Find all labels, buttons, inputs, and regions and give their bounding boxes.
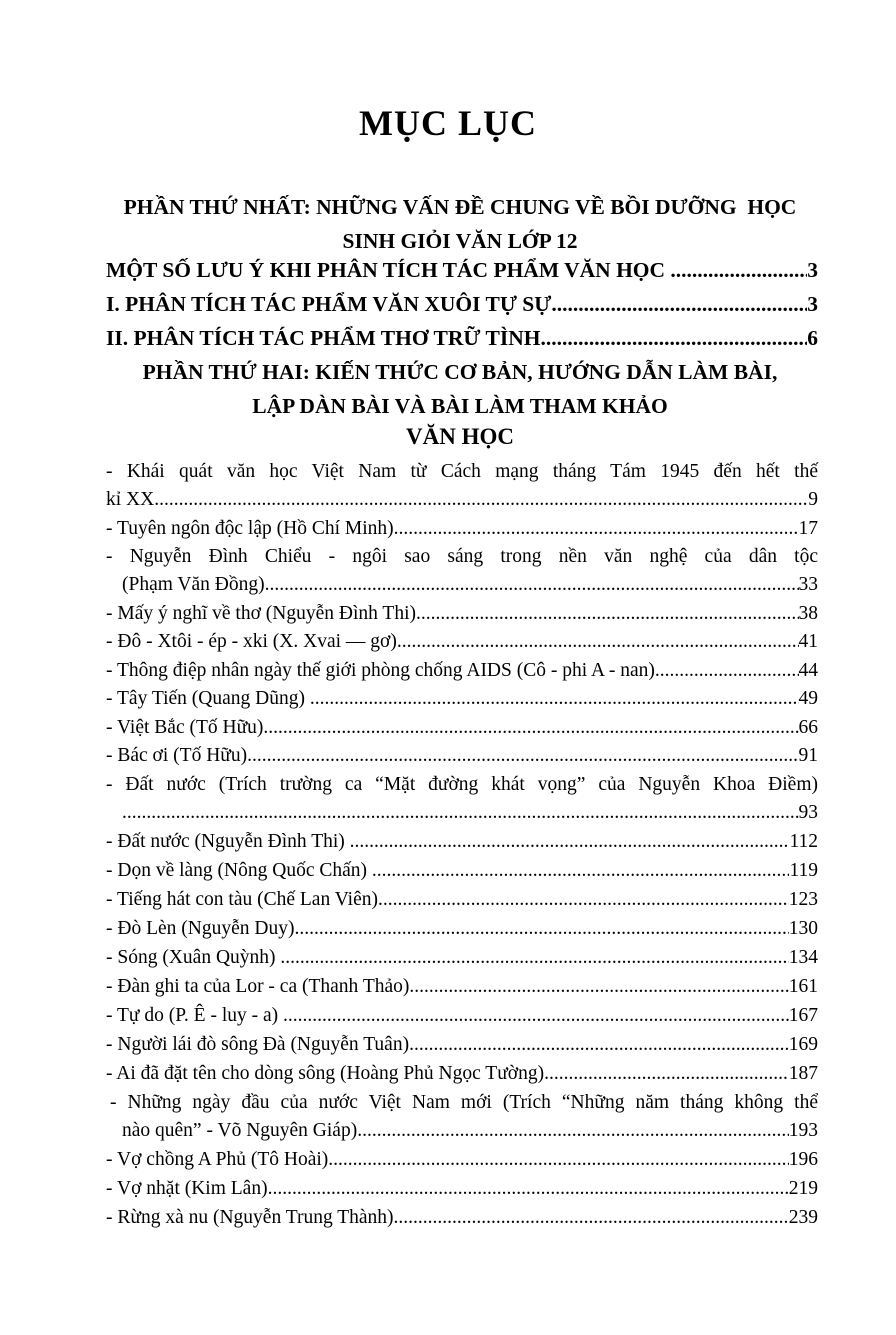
dot-leader xyxy=(670,254,807,286)
dot-leader xyxy=(416,600,799,628)
toc-entry-title: - Tuyên ngôn độc lập (Hồ Chí Minh) xyxy=(106,518,394,539)
dot-leader xyxy=(154,486,808,514)
dot-leader xyxy=(283,1002,789,1030)
part-one-heading-line1: PHẦN THỨ NHẤT: NHỮNG VẤN ĐỀ CHUNG VỀ BỒI DƯỠNG HỌC xyxy=(123,195,797,219)
toc-page-number: 9 xyxy=(808,489,818,510)
toc-entry-song[interactable] xyxy=(106,944,818,972)
toc-entry-ai-da-dat-ten[interactable] xyxy=(106,1060,818,1088)
part-one-heading xyxy=(100,190,820,258)
toc-entry-title: - Rừng xà nu (Nguyễn Trung Thành) xyxy=(106,1207,394,1228)
page-title: MỤC LỤC xyxy=(359,103,537,143)
toc-entry-tu-do[interactable] xyxy=(106,1002,818,1030)
toc-entry-rung-xa-nu[interactable] xyxy=(106,1204,818,1232)
toc-page-number: 167 xyxy=(788,1005,818,1026)
toc-entry-title: - Tự do (P. Ê - luy - a) xyxy=(106,1005,284,1026)
toc-entry-vo-chong-a-phu[interactable] xyxy=(106,1146,818,1174)
toc-page-number: 134 xyxy=(788,947,818,968)
toc-entry-bac-oi[interactable] xyxy=(106,742,818,770)
dot-leader xyxy=(122,799,799,827)
toc-entry-nhung-ngay-dau-line2[interactable] xyxy=(122,1117,818,1145)
toc-entry-title: - Dọn về làng (Nông Quốc Chấn) xyxy=(106,860,372,881)
toc-entry-title: - Đô - Xtôi - ép - xki (X. Xvai — gơ) xyxy=(106,631,397,652)
toc-page-number: 6 xyxy=(807,326,818,350)
toc-entry-title: - Đất nước (Nguyễn Đình Thi) xyxy=(106,831,350,852)
toc-entry-title: - Tây Tiến (Quang Dũng) xyxy=(106,688,310,709)
dot-leader xyxy=(350,828,790,856)
toc-entry-do-xtoi-ep-xki[interactable] xyxy=(106,628,818,656)
toc-entry-dat-nuoc-nkd-line1[interactable]: - Đất nước (Trích trường ca “Mặt đường khát vọng” của Nguyễn Khoa Điềm) xyxy=(106,774,818,795)
toc-entry-thong-diep-aids[interactable] xyxy=(106,657,818,685)
dot-leader xyxy=(540,322,807,354)
dot-leader xyxy=(357,1117,789,1145)
dot-leader xyxy=(263,714,798,742)
toc-entry-title: - Tiếng hát con tàu (Chế Lan Viên) xyxy=(106,889,378,910)
toc-page-number: 3 xyxy=(807,292,818,316)
dot-leader xyxy=(394,515,799,543)
part-two-heading-line1: PHẦN THỨ HAI: KIẾN THỨC CƠ BẢN, HƯỚNG DẪN LÀM BÀI, xyxy=(142,360,778,384)
toc-entry-title: MỘT SỐ LƯU Ý KHI PHÂN TÍCH TÁC PHẨM VĂN HỌC xyxy=(106,258,671,282)
toc-entry-title: - Người lái đò sông Đà (Nguyễn Tuân) xyxy=(106,1034,410,1055)
toc-entry-title: - Vợ chồng A Phủ (Tô Hoài) xyxy=(106,1149,329,1170)
toc-entry-title: - Thông điệp nhân ngày thế giới phòng chống AIDS (Cô - phi A - nan) xyxy=(106,660,655,681)
toc-entry-tuyen-ngon[interactable] xyxy=(106,515,818,543)
dot-leader xyxy=(294,915,788,943)
toc-entry-title: I. PHÂN TÍCH TÁC PHẨM VĂN XUÔI TỰ SỰ xyxy=(106,292,552,316)
dot-leader xyxy=(328,1146,788,1174)
toc-entry-dan-ghi-ta[interactable] xyxy=(106,973,818,1001)
toc-entry-title: - Sóng (Xuân Quỳnh) xyxy=(106,947,281,968)
toc-page-number: 130 xyxy=(788,918,818,939)
section-heading-van-hoc: VĂN HỌC xyxy=(406,424,514,449)
toc-entry-don-ve-lang[interactable] xyxy=(106,857,818,885)
toc-entry-khai-quat-line1[interactable]: - Khái quát văn học Việt Nam từ Cách mạng tháng Tám 1945 đến hết thế xyxy=(106,461,818,482)
toc-entry-title: - Ai đã đặt tên cho dòng sông (Hoàng Phủ Ngọc Tường) xyxy=(106,1063,545,1084)
dot-leader xyxy=(551,288,807,320)
toc-entry-title: - Vợ nhặt (Kim Lân) xyxy=(106,1178,268,1199)
dot-leader xyxy=(310,685,799,713)
toc-page-number: 3 xyxy=(807,258,818,282)
toc-page-number: 219 xyxy=(788,1178,818,1199)
toc-entry-title: - Đàn ghi ta của Lor - ca (Thanh Thảo) xyxy=(106,976,410,997)
dot-leader xyxy=(372,857,790,885)
toc-entry-van-xuoi[interactable] xyxy=(106,288,818,320)
toc-entry-title: nào quên” - Võ Nguyên Giáp) xyxy=(122,1120,358,1141)
toc-entry-vo-nhat[interactable] xyxy=(106,1175,818,1203)
toc-entry-nguyen-dinh-chieu-line1[interactable]: - Nguyễn Đình Chiểu - ngôi sao sáng trong nền văn nghệ của dân tộc xyxy=(106,546,818,567)
toc-entry-tay-tien[interactable] xyxy=(106,685,818,713)
toc-page-number: 193 xyxy=(788,1120,818,1141)
toc-entry-dat-nuoc-nkd-line2[interactable] xyxy=(122,799,818,827)
dot-leader xyxy=(655,657,799,685)
dot-leader xyxy=(378,886,789,914)
toc-page-number: 187 xyxy=(788,1063,818,1084)
toc-page-number: 93 xyxy=(798,802,818,823)
toc-page-number: 123 xyxy=(788,889,818,910)
toc-entry-title: - Đò Lèn (Nguyễn Duy) xyxy=(106,918,295,939)
dot-leader xyxy=(544,1060,789,1088)
toc-entry-title: II. PHÂN TÍCH TÁC PHẨM THƠ TRỮ TÌNH xyxy=(106,326,541,350)
toc-entry-viet-bac[interactable] xyxy=(106,714,818,742)
toc-page-number: 17 xyxy=(798,518,818,539)
dot-leader xyxy=(394,1204,789,1232)
toc-entry-luu-y[interactable] xyxy=(106,254,818,286)
dot-leader xyxy=(247,742,798,770)
toc-page-number: 161 xyxy=(788,976,818,997)
toc-entry-tieng-hat-con-tau[interactable] xyxy=(106,886,818,914)
toc-page-number: 44 xyxy=(798,660,818,681)
toc-entry-title: - Mấy ý nghĩ về thơ (Nguyễn Đình Thi) xyxy=(106,603,416,624)
toc-page-number: 112 xyxy=(789,831,818,852)
dot-leader xyxy=(268,1175,789,1203)
toc-page-number: 66 xyxy=(798,717,818,738)
toc-page-number: 239 xyxy=(788,1207,818,1228)
toc-entry-title: (Phạm Văn Đồng) xyxy=(122,574,265,595)
dot-leader xyxy=(409,973,788,1001)
toc-entry-do-len[interactable] xyxy=(106,915,818,943)
toc-page-number: 49 xyxy=(798,688,818,709)
toc-entry-title: - Việt Bắc (Tố Hữu) xyxy=(106,717,264,738)
toc-page-number: 38 xyxy=(798,603,818,624)
toc-entry-title: - Bác ơi (Tố Hữu) xyxy=(106,745,248,766)
toc-entry-title: kỉ XX xyxy=(106,489,155,510)
toc-entry-nguyen-dinh-chieu-line2[interactable] xyxy=(122,571,818,599)
dot-leader xyxy=(280,944,788,972)
part-two-heading-line2: LẬP DÀN BÀI VÀ BÀI LÀM THAM KHẢO xyxy=(252,394,668,418)
part-two-heading xyxy=(100,355,820,423)
toc-page-number: 119 xyxy=(789,860,818,881)
toc-page-number: 91 xyxy=(798,745,818,766)
toc-entry-tho-tru-tinh[interactable] xyxy=(106,322,818,354)
dot-leader xyxy=(397,628,799,656)
toc-entry-nhung-ngay-dau-line1[interactable]: - Những ngày đầu của nước Việt Nam mới (Trích “Những năm tháng không thể xyxy=(110,1092,818,1113)
toc-page-number: 33 xyxy=(798,574,818,595)
toc-entry-may-y-nghi[interactable] xyxy=(106,600,818,628)
toc-page-number: 169 xyxy=(788,1034,818,1055)
toc-page-number: 196 xyxy=(788,1149,818,1170)
toc-entry-dat-nuoc-ndt[interactable] xyxy=(106,828,818,856)
dot-leader xyxy=(409,1031,789,1059)
part-one-heading-line2: SINH GIỎI VĂN LỚP 12 xyxy=(342,229,578,253)
dot-leader xyxy=(265,571,799,599)
toc-entry-nguoi-lai-do[interactable] xyxy=(106,1031,818,1059)
toc-entry-khai-quat-line2[interactable] xyxy=(106,486,818,514)
toc-page-number: 41 xyxy=(798,631,818,652)
